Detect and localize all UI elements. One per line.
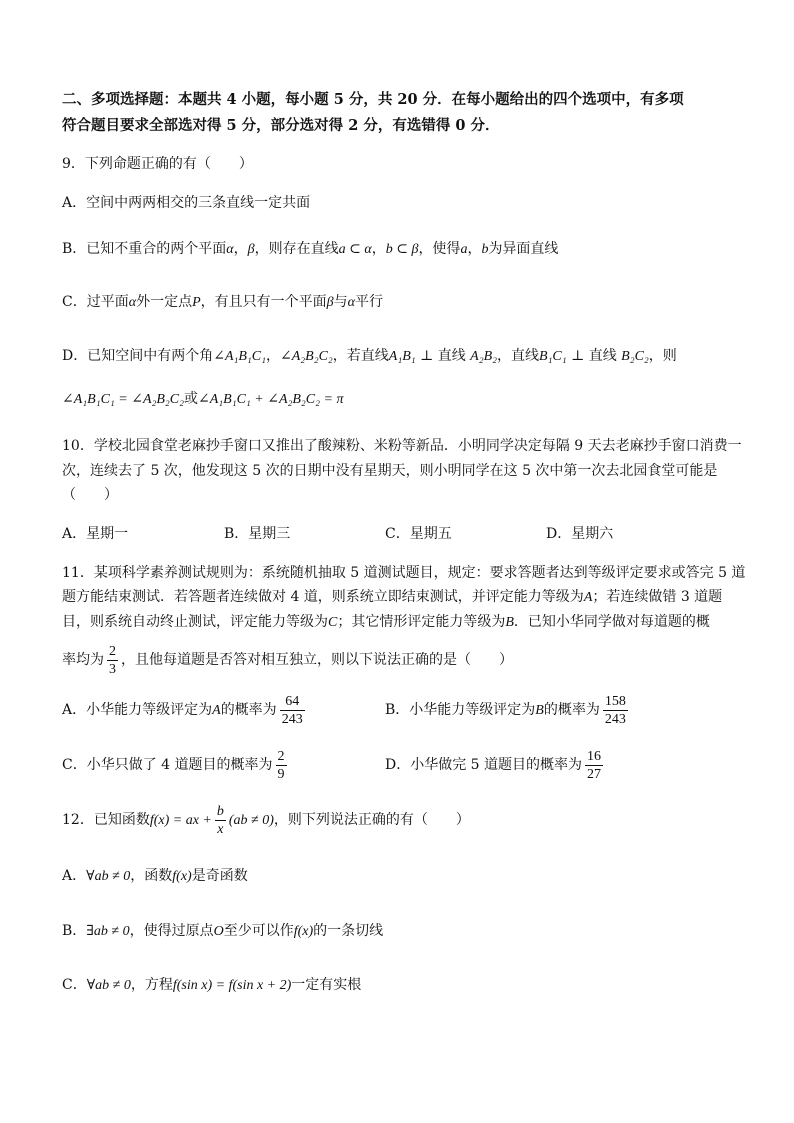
q9-b-line-a: a ⊂ α	[338, 242, 372, 257]
q11-line2-text: 题方能结束测试．若答题者连续做对 4 道，则系统立即结束测试，并评定能力等级为	[62, 589, 584, 605]
q11-b-text2: 的概率为	[543, 702, 600, 718]
q12-c-math1: ∀ab ≠ 0	[86, 978, 131, 993]
q12-b-mid: ，使得过原点	[129, 923, 214, 939]
q12-stem	[62, 800, 470, 841]
q11-line3-mid: ；其它情形评定能力等级为	[337, 614, 506, 630]
q9-b-a: a	[460, 242, 468, 257]
q9-option-a: A．空间中两两相交的三条直线一定共面	[62, 195, 311, 211]
q9-b-line-b: b ⊂ β	[385, 242, 419, 257]
q9-b-text1: ，则存在直线	[254, 241, 339, 257]
q12-a-tail: 是奇函数	[191, 868, 248, 884]
q9-c-text: C．过平面	[62, 294, 129, 310]
q9-b-sep2: ，	[371, 241, 386, 257]
q12-a-math2: f(x)	[172, 869, 192, 884]
q12-b-head: B．	[62, 923, 87, 939]
q9-d-eq2: ∠A₁B₁C₁ + ∠A₂B₂C₂ = π	[198, 392, 344, 407]
q12-c-head: C．	[62, 977, 87, 993]
q11-c-text: C．小华只做了 4 道题目的概率为	[62, 757, 273, 773]
q11-line4	[62, 640, 513, 680]
q10-option-a: A．星期一	[62, 526, 129, 542]
section-heading-line1: 二、多项选择题：本题共 4 小题，每小题 5 分，共 20 分．在每小题给出的四个选项中，有多项	[62, 91, 684, 108]
q9-b-b: b	[481, 242, 489, 257]
fraction-numerator: b	[216, 803, 224, 819]
fraction-denominator: 9	[277, 766, 285, 782]
q12-b-mid2: 至少可以作	[223, 923, 294, 939]
q12-function: f(x) = ax +	[149, 813, 212, 828]
q9-d-sep: ，	[266, 348, 281, 364]
fraction-numerator: 16	[587, 748, 602, 764]
q11-option-d	[385, 745, 606, 785]
q11-c-fraction	[276, 748, 287, 783]
q11-b-fraction	[603, 693, 628, 728]
q11-prob-fraction	[107, 643, 118, 678]
q12-b-tail: 的一条切线	[313, 923, 384, 939]
q11-line4-head: 率均为	[62, 652, 104, 668]
q10-option-b: B．星期三	[224, 526, 291, 542]
q9-d-angle1: ∠A₁B₁C₁	[213, 349, 267, 364]
section-heading-line2: 符合题目要求全部选对得 5 分，部分选对得 2 分，有选错得 0 分．	[62, 117, 500, 134]
q9-d-text2: ，直线	[497, 348, 540, 364]
q11-b-text: B．小华能力等级评定为	[385, 702, 536, 718]
q9-option-c	[62, 292, 383, 313]
q11-line1: 11．某项科学素养测试规则为：系统随机抽取 5 道测试题目，规定：要求答题者达到等级评定要求或答完 5 道	[62, 565, 746, 581]
fraction-numerator: 2	[109, 643, 116, 659]
q9-option-b	[62, 239, 558, 260]
q9-b-text3: 为异面直线	[488, 241, 559, 257]
q9-b-sep3: ，	[467, 241, 482, 257]
q12-stem-tail: ，则下列说法正确的有（ ）	[273, 812, 470, 828]
q9-d-line4: B₂C₂	[621, 349, 649, 364]
q9-d-perp2: ⊥ 直线	[566, 348, 622, 364]
q9-d-text3: ，则	[648, 348, 677, 364]
q9-d-perp1: ⊥ 直线	[415, 348, 471, 364]
q9-c-beta: β	[326, 295, 334, 310]
q10-option-c: C．星期五	[385, 526, 452, 542]
q12-condition: (ab ≠ 0)	[228, 813, 274, 828]
q9-c-text4: 平行	[354, 294, 383, 310]
q12-option-a	[62, 866, 248, 887]
q12-c-math2: f(sin x) = f(sin x + 2)	[172, 978, 292, 993]
q11-line3-tail: ．已知小华同学做对每道题的概	[513, 614, 710, 630]
q11-option-b	[385, 690, 631, 731]
q10-line2: 次，连续去了 5 次，他发现这 5 次的日期中没有星期天，则小明同学在这 5 次中第一次去北园食堂可能是	[62, 463, 718, 479]
q9-option-d-cont	[62, 389, 343, 410]
q9-c-text3: 与	[333, 294, 348, 310]
q11-a-text2: 的概率为	[220, 702, 277, 718]
q12-a-math1: ∀ab ≠ 0	[86, 869, 131, 884]
q9-b-text: B．已知不重合的两个平面	[62, 241, 227, 257]
q9-option-d	[62, 346, 677, 367]
q11-a-var: A	[212, 703, 221, 718]
q12-option-c	[62, 975, 361, 996]
fraction-denominator: 243	[281, 711, 303, 727]
q12-fraction	[215, 803, 226, 838]
q9-c-alpha: α	[128, 295, 137, 310]
q9-d-eq1: ∠A₁B₁C₁ = ∠A₂B₂C₂	[62, 392, 184, 407]
fraction-numerator: 158	[604, 693, 626, 709]
fraction-numerator: 2	[277, 748, 285, 764]
fraction-denominator: 27	[587, 766, 602, 782]
q9-d-line3: B₁C₁	[539, 349, 567, 364]
q11-grade-c: C	[328, 615, 338, 630]
q10-option-d: D．星期六	[546, 526, 614, 542]
q12-a-mid: ，函数	[130, 868, 173, 884]
q11-grade-a: A	[583, 590, 593, 605]
q11-a-text: A．小华能力等级评定为	[62, 702, 213, 718]
q11-line3-head: 目，则系统自动终止测试，评定能力等级为	[62, 614, 328, 630]
q9-b-beta: β	[247, 242, 255, 257]
q9-c-p: P	[192, 295, 201, 310]
q11-line4-tail: ，且他每道题是否答对相互独立，则以下说法正确的是（ ）	[121, 652, 513, 668]
q12-a-head: A．	[62, 868, 87, 884]
q11-b-var: B	[535, 703, 544, 718]
q9-d-line2: A₂B₂	[470, 349, 498, 364]
q11-a-fraction	[280, 693, 305, 728]
q12-b-origin: O	[213, 924, 224, 939]
q9-d-text: D．已知空间中有两个角	[62, 348, 214, 364]
q12-stem-head: 12．已知函数	[62, 812, 150, 828]
q11-option-a	[62, 690, 308, 731]
q9-c-text2: ，有且只有一个平面	[200, 294, 327, 310]
q9-d-or: 或	[184, 391, 198, 407]
q9-b-sep: ，	[233, 241, 248, 257]
q11-line3	[62, 612, 710, 633]
fraction-denominator: 3	[109, 661, 116, 677]
q12-b-math1: ∃ab ≠ 0	[86, 924, 130, 939]
q9-b-alpha: α	[226, 242, 234, 257]
q11-d-text: D．小华做完 5 道题目的概率为	[385, 757, 583, 773]
q12-c-tail: 一定有实根	[291, 977, 362, 993]
q9-b-text2: ，使得	[418, 241, 461, 257]
q11-option-c	[62, 745, 290, 785]
q11-line2	[62, 587, 722, 608]
q9-c-alpha2: α	[347, 295, 355, 310]
q10-line1: 10．学校北园食堂老麻抄手窗口又推出了酸辣粉、米粉等新品．小明同学决定每隔 9 天去老麻抄手窗口消费一	[62, 438, 742, 454]
q9-c-text1: 外一定点	[136, 294, 193, 310]
q10-line3: （ ）	[62, 487, 118, 503]
q12-option-b	[62, 921, 383, 942]
q9-d-angle2: ∠A₂B₂C₂	[280, 349, 333, 364]
q9-d-line1: A₁B₁	[388, 349, 416, 364]
q11-d-fraction	[585, 748, 603, 783]
q11-line2-tail: ；若连续做错 3 道题	[592, 589, 723, 605]
fraction-numerator: 64	[280, 693, 305, 711]
fraction-denominator: x	[217, 821, 224, 837]
q12-c-mid: ，方程	[130, 977, 173, 993]
fraction-denominator: 243	[604, 711, 626, 727]
q9-d-text1: ，若直线	[332, 348, 389, 364]
q12-b-math2: f(x)	[293, 924, 314, 939]
q9-stem: 9．下列命题正确的有（ ）	[62, 156, 253, 172]
q11-grade-b: B	[505, 615, 514, 630]
